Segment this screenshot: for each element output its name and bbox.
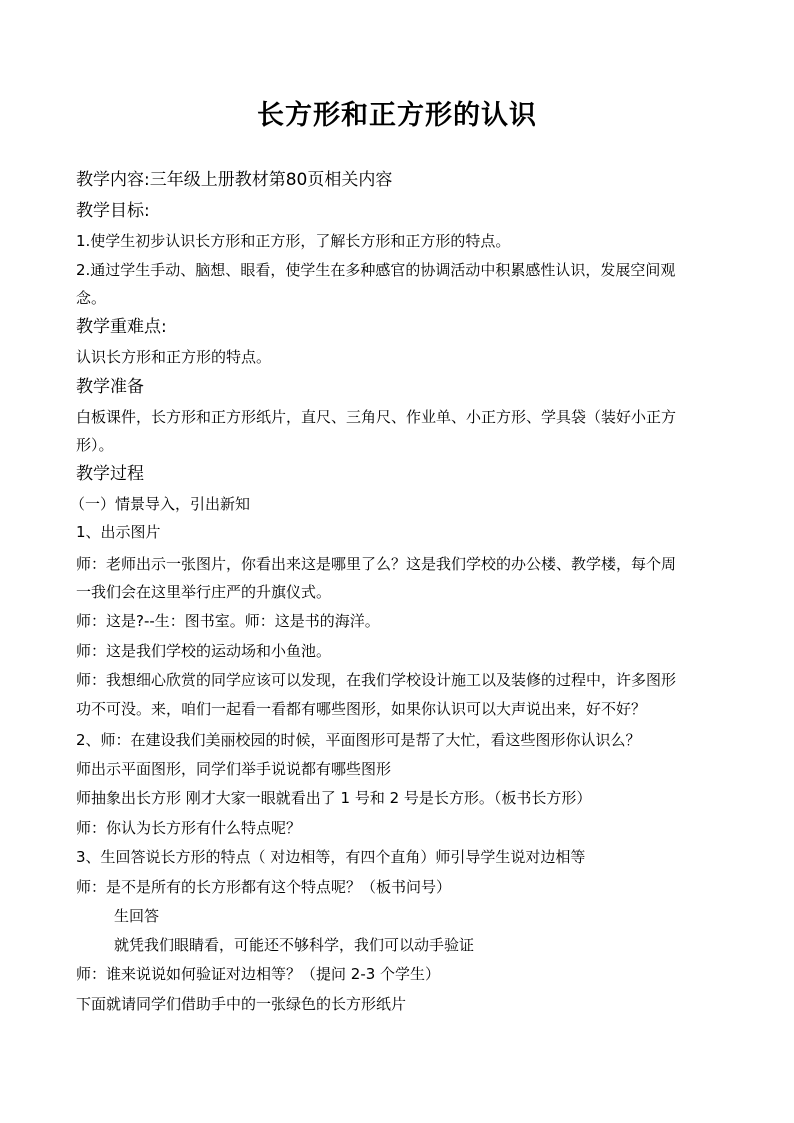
teaching-content-line: 教学内容:三年级上册教材第80页相关内容 — [76, 170, 393, 190]
section-one-heading: （一）情景导入，引出新知 — [70, 495, 251, 513]
step-1-line: 1、出示图片 — [76, 523, 161, 541]
dialogue-line: 师：这是?--生：图书室。师：这是书的海洋。 — [76, 612, 380, 630]
preparation-text-continued: 形）。 — [76, 436, 114, 454]
dialogue-line: 师出示平面图形，同学们举手说说都有哪些图形 — [76, 760, 392, 778]
teaching-goals-heading: 教学目标: — [76, 201, 150, 221]
goal-item-2: 2.通过学生手动、脑想、眼看，使学生在多种感官的协调活动中积累感性认识，发展空间观 — [76, 261, 676, 279]
dialogue-line: 功不可没。来，咱们一起看一看都有哪些图形，如果你认识可以大声说出来，好不好？ — [76, 700, 647, 718]
goal-item-2-continued: 念。 — [76, 289, 107, 307]
dialogue-line: 师抽象出长方形 刚才大家一眼就看出了 1 号和 2 号是长方形。（板书长方形） — [76, 789, 592, 807]
preparation-text: 白板课件，长方形和正方形纸片，直尺、三角尺、作业单、小正方形、学具袋（装好小正方 — [76, 408, 677, 426]
step-2-line: 2、师：在建设我们美丽校园的时候，平面图形可是帮了大忙，看这些图形你认识么？ — [76, 731, 641, 749]
indented-line: 就凭我们眼睛看，可能还不够科学，我们可以动手验证 — [114, 936, 475, 954]
step-3-line: 3、生回答说长方形的特点（ 对边相等，有四个直角）师引导学生说对边相等 — [76, 848, 586, 866]
dialogue-line: 师：老师出示一张图片，你看出来这是哪里了么？这是我们学校的办公楼、教学楼，每个周 — [76, 555, 677, 573]
dialogue-line: 师：是不是所有的长方形都有这个特点呢？（板书问号） — [76, 878, 452, 896]
dialogue-line: 一我们会在这里举行庄严的升旗仪式。 — [76, 583, 332, 601]
dialogue-line: 师：谁来说说如何验证对边相等？（提问 2-3 个学生） — [76, 965, 441, 983]
goal-item-1: 1.使学生初步认识长方形和正方形，了解长方形和正方形的特点。 — [76, 232, 511, 250]
dialogue-line: 师：你认为长方形有什么特点呢？ — [76, 819, 302, 837]
key-points-text: 认识长方形和正方形的特点。 — [76, 348, 272, 366]
dialogue-line: 师：这是我们学校的运动场和小鱼池。 — [76, 642, 332, 660]
document-title: 长方形和正方形的认识 — [257, 100, 537, 131]
preparation-heading: 教学准备 — [76, 377, 144, 397]
indented-line: 生回答 — [114, 907, 160, 925]
dialogue-line: 下面就请同学们借助手中的一张绿色的长方形纸片 — [76, 995, 407, 1013]
dialogue-line: 师：我想细心欣赏的同学应该可以发现，在我们学校设计施工以及装修的过程中，许多图形 — [76, 671, 677, 689]
process-heading: 教学过程 — [76, 464, 144, 484]
key-points-heading: 教学重难点: — [76, 317, 167, 337]
